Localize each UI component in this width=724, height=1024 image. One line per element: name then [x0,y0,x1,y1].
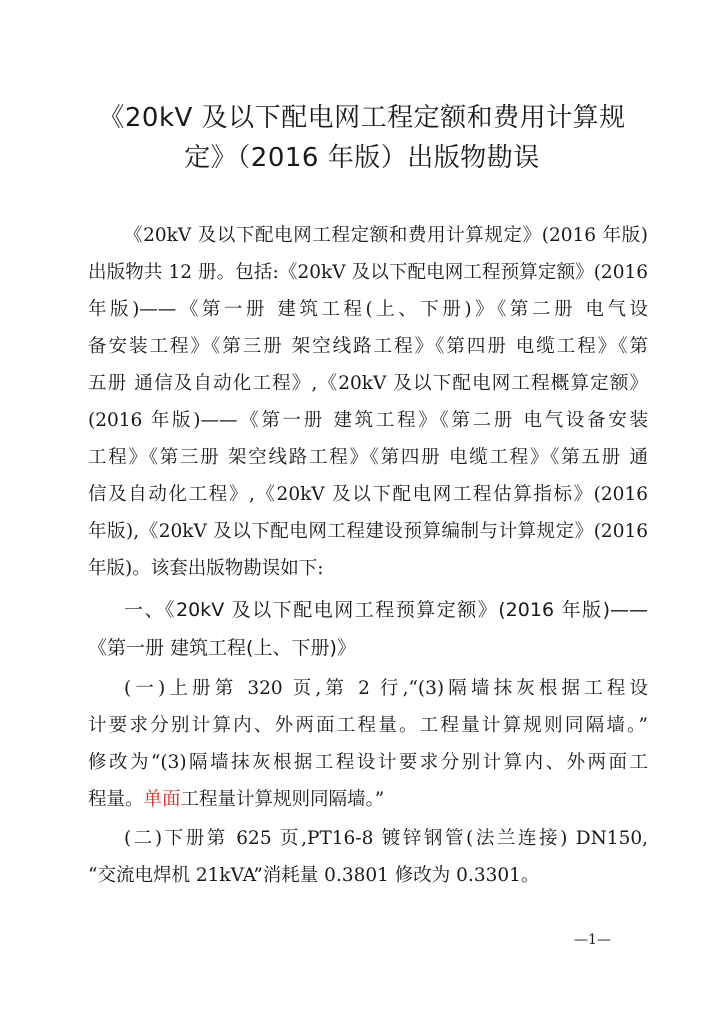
erratum-item-line: 修改为“(3)隔墙抹灰根据工程设计要求分别计算内、外两面工 [88,752,648,773]
corrected-highlight: 单面 [143,789,181,810]
intro-line: 年版),《20kV 及以下配电网工程建设预算编制与计算规定》(2016 [88,521,648,542]
intro-line: 《20kV 及以下配电网工程定额和费用计算规定》(2016 年版) [124,225,648,246]
intro-line: 信及自动化工程》,《20kV 及以下配电网工程估算指标》(2016 [88,484,648,505]
intro-line: 出版物共 12 册。包括:《20kV 及以下配电网工程预算定额》(2016 [88,262,648,283]
correction-text: 程量。 [88,789,144,810]
section-heading: 《第一册 建筑工程(上、下册)》 [88,637,356,659]
erratum-item-line [88,782,648,818]
intro-line: 年版)——《第一册 建筑工程(上、下册)》《第二册 电气设 [88,299,648,320]
section-heading: 一、《20kV 及以下配电网工程预算定额》(2016 年版)—— [124,599,648,621]
erratum-item-line: 计要求分别计算内、外两面工程量。工程量计算规则同隔墙。” [88,715,648,736]
intro-line: 备安装工程》《第三册 架空线路工程》《第四册 电缆工程》《第 [88,336,648,357]
document-title-line-2: 定》（2016 年版）出版物勘误 [184,143,540,173]
intro-line: (2016 年版)——《第一册 建筑工程》《第二册 电气设备安装 [88,410,648,431]
erratum-item-line: (二)下册第 625 页,PT16-8 镀锌钢管(法兰连接) DN150, [124,828,648,849]
erratum-item-line: (一)上册第 320 页,第 2 行,“(3)隔墙抹灰根据工程设 [124,678,648,699]
intro-line: 工程》《第三册 架空线路工程》《第四册 电缆工程》《第五册 通 [88,447,648,468]
page-number: —1— [574,932,611,948]
correction-text: 工程量计算规则同隔墙。” [180,789,385,810]
intro-line: 年版)。该套出版物勘误如下: [88,558,324,579]
erratum-item-line: “交流电焊机 21kVA”消耗量 0.3801 修改为 0.3301。 [88,865,540,886]
document-title-line-1: 《20kV 及以下配电网工程定额和费用计算规 [98,103,626,133]
intro-line: 五册 通信及自动化工程》,《20kV 及以下配电网工程概算定额》 [88,373,648,394]
